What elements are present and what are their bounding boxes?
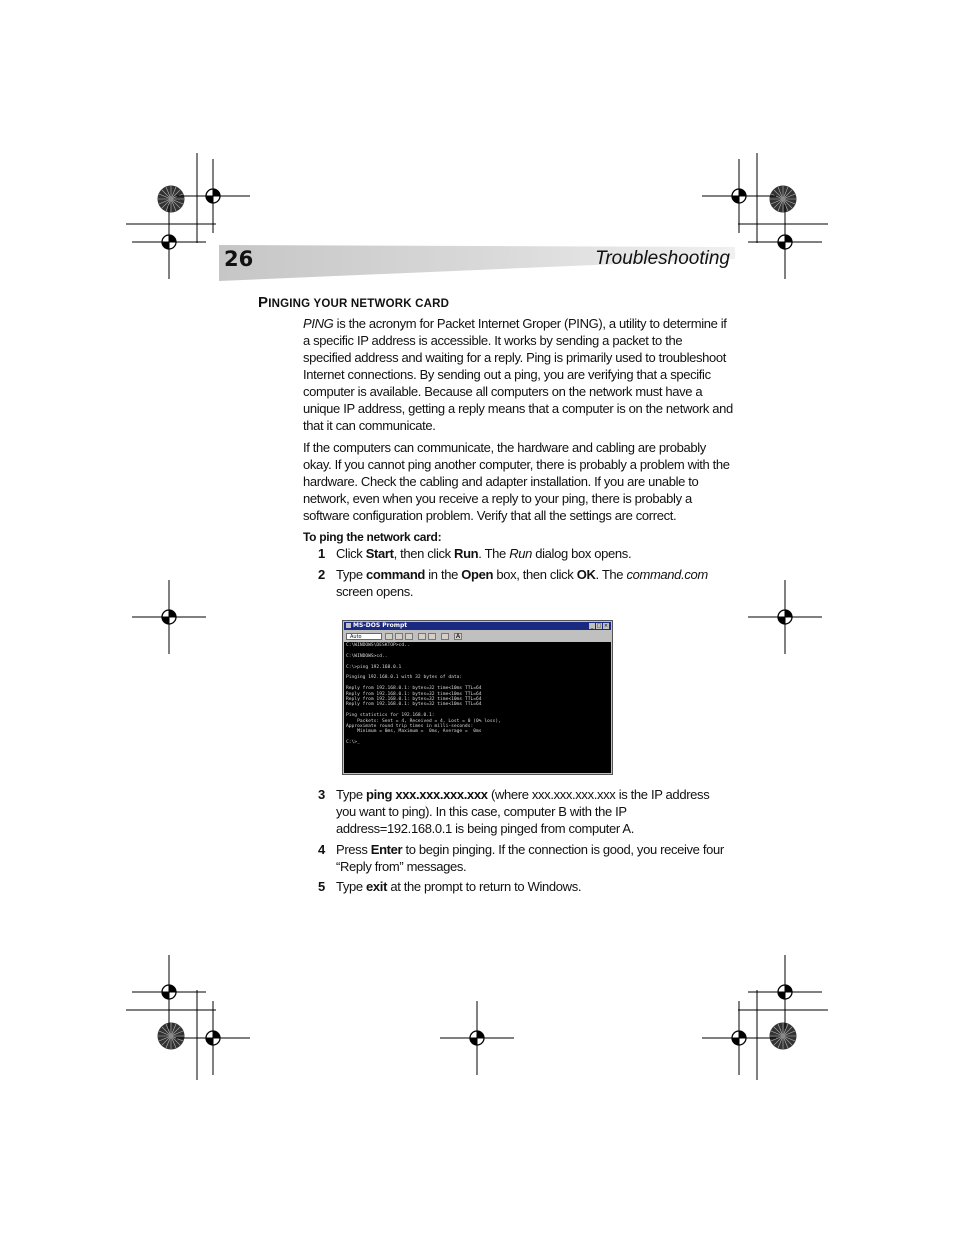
step-2: [318, 566, 728, 600]
console-line: Packets: Sent = 4, Received = 4, Lost = 0 (0% loss),: [346, 718, 501, 724]
dos-window-title: MS-DOS Prompt: [353, 622, 408, 629]
console-line: Reply from 192.168.0.1: bytes=32 time<10ms TTL=64: [346, 697, 482, 702]
console-line: Approximate round trip times in milli-seconds:: [346, 724, 474, 729]
step-text: at the prompt to return to Windows.: [387, 879, 582, 894]
font-size-select[interactable]: Auto: [346, 633, 382, 640]
close-icon[interactable]: ×: [603, 623, 609, 629]
minimize-icon[interactable]: _: [590, 623, 594, 629]
console-line: Reply from 192.168.0.1: bytes=32 time<10ms TTL=64: [346, 691, 482, 697]
ui-term-run: Run: [454, 546, 479, 561]
fullscreen-icon[interactable]: [418, 633, 426, 640]
mark-icon[interactable]: [385, 633, 393, 640]
copy-icon[interactable]: [395, 633, 403, 640]
maximize-icon[interactable]: □: [596, 623, 602, 629]
step-text: screen opens.: [336, 584, 414, 599]
step-number: 5: [318, 879, 325, 894]
chapter-title: Troubleshooting: [595, 248, 730, 269]
ping-term: PING: [303, 316, 334, 331]
step-text: in the: [425, 567, 462, 582]
step-text: Press: [336, 842, 371, 857]
intro-paragraph: [303, 315, 733, 434]
screen-name-command-com: command.com: [626, 567, 708, 582]
step-number: 4: [318, 842, 325, 857]
step-text: . The: [478, 546, 510, 561]
step-number: 1: [318, 546, 325, 561]
section-heading: [258, 294, 449, 311]
step-text: (where xxx.xxx.xxx.xxx is the IP address you want to ping). In this case, computer B with the IP address=192.168.0.1 is being pinged from computer A.: [336, 787, 710, 836]
background-icon[interactable]: [441, 633, 449, 640]
ui-term-open: Open: [461, 567, 494, 582]
step-4: [318, 841, 728, 875]
dos-console: [344, 642, 611, 773]
dos-window-icon: [346, 623, 351, 628]
step-text: Click: [336, 546, 366, 561]
procedure-heading: To ping the network card:: [303, 530, 442, 544]
ui-term-command: command: [366, 567, 425, 582]
ms-dos-prompt-window: [342, 620, 613, 775]
command-ping: ping xxx.xxx.xxx.xxx: [366, 787, 488, 802]
paste-icon[interactable]: [405, 633, 413, 640]
command-exit: exit: [366, 879, 388, 894]
step-text: Type: [336, 567, 367, 582]
key-enter: Enter: [370, 842, 403, 857]
step-text: Type: [336, 879, 367, 894]
console-line: Reply from 192.168.0.1: bytes=32 time<10ms TTL=64: [346, 686, 482, 692]
diagnosis-paragraph: If the computers can communicate, the hardware and cabling are probably okay. If you cannot ping another computer, there is probably a problem with the hardware. Check the cabling and adapter installation. If you are unable to network, even when you receive a reply to your ping, there is probably a software configuration problem. Verify that all the settings are correct.: [303, 440, 730, 523]
font-icon[interactable]: A: [455, 634, 461, 640]
console-line: Reply from 192.168.0.1: bytes=32 time<10ms TTL=64: [346, 702, 482, 708]
step-text: dialog box opens.: [532, 546, 632, 561]
console-line: C:\WINDOWS>cd..: [346, 653, 388, 659]
step-3: [318, 786, 728, 837]
section-heading-rest: INGING YOUR NETWORK CARD: [268, 298, 450, 310]
console-line: Pinging 192.168.0.1 with 32 bytes of data:: [346, 675, 463, 681]
properties-icon[interactable]: [428, 633, 436, 640]
step-number: 2: [318, 567, 325, 582]
dos-titlebar: [344, 622, 611, 630]
intro-paragraph-text: is the acronym for Packet Internet Groper (PING), a utility to determine if a specific IP address is accessible. It works by sending a packet to the specified address and waiting for a reply. Ping is primarily used to troubleshoot Internet connections. By sending out a ping, you are verifying that a specific computer is available. Because all computers on the network must have a unique IP address, getting a reply means that a computer is on the network and that it can communicate.: [303, 316, 733, 433]
step-text: . The: [595, 567, 627, 582]
step-text: to begin pinging. If the connection is good, you receive four “Reply from” messages.: [336, 842, 724, 874]
console-line: C:\>_: [346, 740, 360, 746]
step-text: box, then click: [493, 567, 577, 582]
section-heading-initial: P: [258, 294, 269, 311]
step-number: 3: [318, 787, 325, 802]
console-line: C:\WINDOWS\DESKTOP>cd..: [346, 643, 410, 648]
dialog-name-run: Run: [509, 546, 532, 561]
step-5: [318, 878, 728, 895]
dos-toolbar: [344, 631, 611, 642]
console-line: Minimum = 0ms, Maximum = 0ms, Average = 0ms: [346, 729, 482, 735]
step-1: [318, 545, 728, 562]
dos-window-controls: [589, 623, 609, 629]
step-text: , then click: [393, 546, 455, 561]
step-text: Type: [336, 787, 367, 802]
console-line: C:\>ping 192.168.0.1: [346, 664, 402, 670]
page-number: 26: [224, 247, 254, 271]
ui-term-start: Start: [365, 546, 394, 561]
console-line: Ping statistics for 192.168.0.1:: [346, 713, 435, 719]
ui-term-ok: OK: [576, 567, 596, 582]
